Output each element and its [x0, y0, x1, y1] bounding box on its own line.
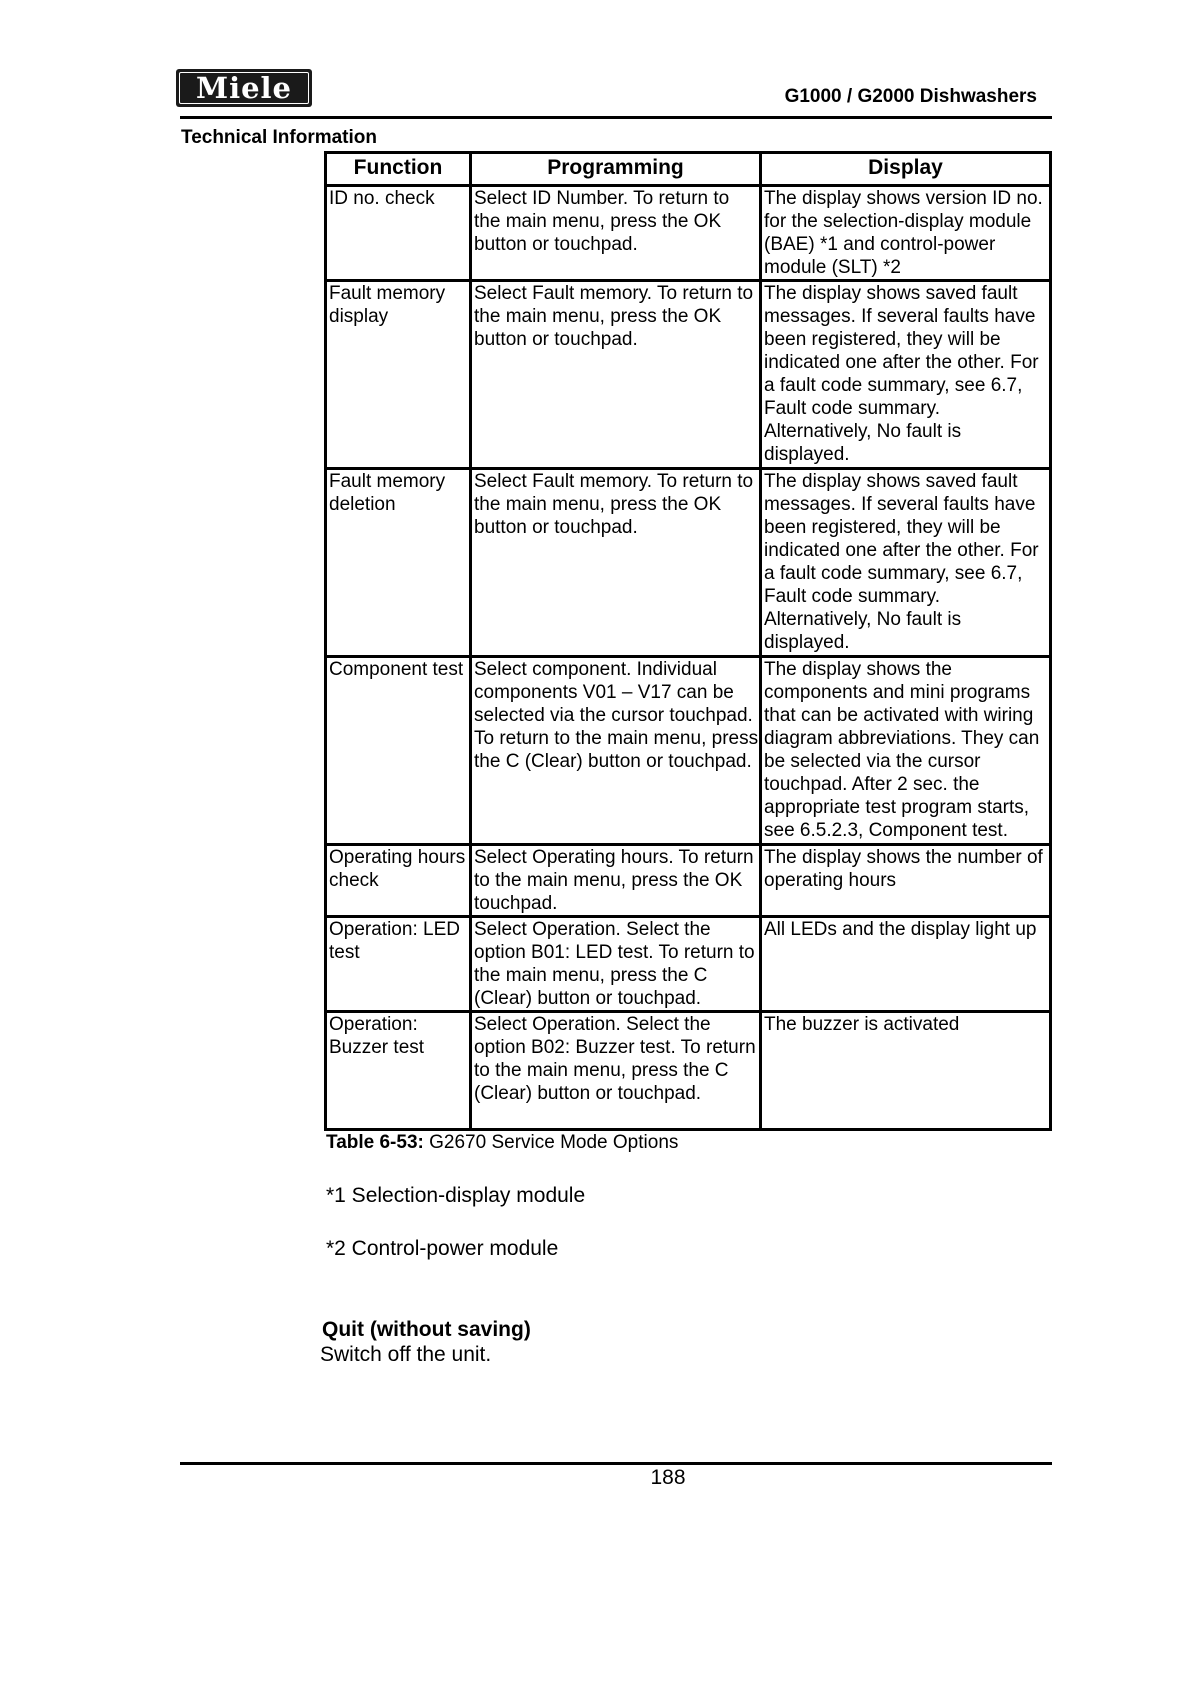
- cell-display: The display shows the number of operating hours: [761, 845, 1051, 917]
- cell-programming: Select ID Number. To return to the main menu, press the OK button or touchpad.: [471, 186, 761, 281]
- cell-function: Fault memory deletion: [326, 469, 471, 657]
- column-header-function: Function: [326, 153, 471, 186]
- table-caption-label: Table 6-53:: [326, 1132, 424, 1153]
- miele-logo: [176, 69, 312, 107]
- table-caption-text: G2670 Service Mode Options: [423, 1132, 679, 1153]
- column-header-programming: Programming: [471, 153, 761, 186]
- column-header-display: Display: [761, 153, 1051, 186]
- table-row: [326, 469, 1051, 657]
- table-row: [326, 1012, 1051, 1130]
- quit-instruction: Switch off the unit.: [320, 1343, 492, 1366]
- cell-programming: Select component. Individual components V01 – V17 can be selected via the cursor touchpad. To return to the main menu, press the C (Clear) button or touchpad.: [471, 657, 761, 845]
- cell-function: Operating hours check: [326, 845, 471, 917]
- table-caption: [326, 1132, 678, 1154]
- footnote-1: *1 Selection-display module: [326, 1184, 586, 1207]
- header-rule: [180, 116, 1052, 119]
- cell-display: The display shows saved fault messages. If several faults have been registered, they will be indicated one after the other. For a fault code summary, see 6.7, Fault code summary. Alternatively, No fault is displayed.: [761, 469, 1051, 657]
- table-row: [326, 657, 1051, 845]
- cell-display: The display shows saved fault messages. If several faults have been registered, they will be indicated one after the other. For a fault code summary, see 6.7, Fault code summary. Alternatively, No fault is displayed.: [761, 281, 1051, 469]
- cell-function: ID no. check: [326, 186, 471, 281]
- table-header-row: [326, 153, 1051, 186]
- service-mode-table: [324, 151, 1052, 1131]
- cell-programming: Select Operating hours. To return to the main menu, press the OK touchpad.: [471, 845, 761, 917]
- table-row: [326, 917, 1051, 1012]
- section-title: Technical Information: [181, 127, 378, 148]
- cell-display: The display shows the components and mini programs that can be activated with wiring diagram abbreviations. They can be selected via the cursor touchpad. After 2 sec. the appropriate test program starts, see 6.5.2.3, Component test.: [761, 657, 1051, 845]
- logo-frame: [179, 72, 309, 104]
- cell-function: Component test: [326, 657, 471, 845]
- cell-programming: Select Fault memory. To return to the main menu, press the OK button or touchpad.: [471, 281, 761, 469]
- cell-programming: Select Operation. Select the option B02: Buzzer test. To return to the main menu, press the C (Clear) button or touchpad.: [471, 1012, 761, 1130]
- quit-heading: Quit (without saving): [322, 1318, 531, 1341]
- cell-function: Operation: LED test: [326, 917, 471, 1012]
- page-number: 188: [650, 1466, 686, 1489]
- cell-programming: Select Fault memory. To return to the main menu, press the OK button or touchpad.: [471, 469, 761, 657]
- cell-function: Fault memory display: [326, 281, 471, 469]
- table-row: [326, 281, 1051, 469]
- footnote-2: *2 Control-power module: [326, 1237, 559, 1260]
- cell-display: The buzzer is activated: [761, 1012, 1051, 1130]
- cell-display: The display shows version ID no. for the selection-display module (BAE) *1 and control-power module (SLT) *2: [761, 186, 1051, 281]
- table-row: [326, 186, 1051, 281]
- cell-function: Operation: Buzzer test: [326, 1012, 471, 1130]
- cell-programming: Select Operation. Select the option B01: LED test. To return to the main menu, press the C (Clear) button or touchpad.: [471, 917, 761, 1012]
- document-title: G1000 / G2000 Dishwashers: [784, 86, 1037, 107]
- footer-rule: [180, 1462, 1052, 1465]
- logo-text: Miele: [195, 70, 293, 105]
- table-row: [326, 845, 1051, 917]
- cell-display: All LEDs and the display light up: [761, 917, 1051, 1012]
